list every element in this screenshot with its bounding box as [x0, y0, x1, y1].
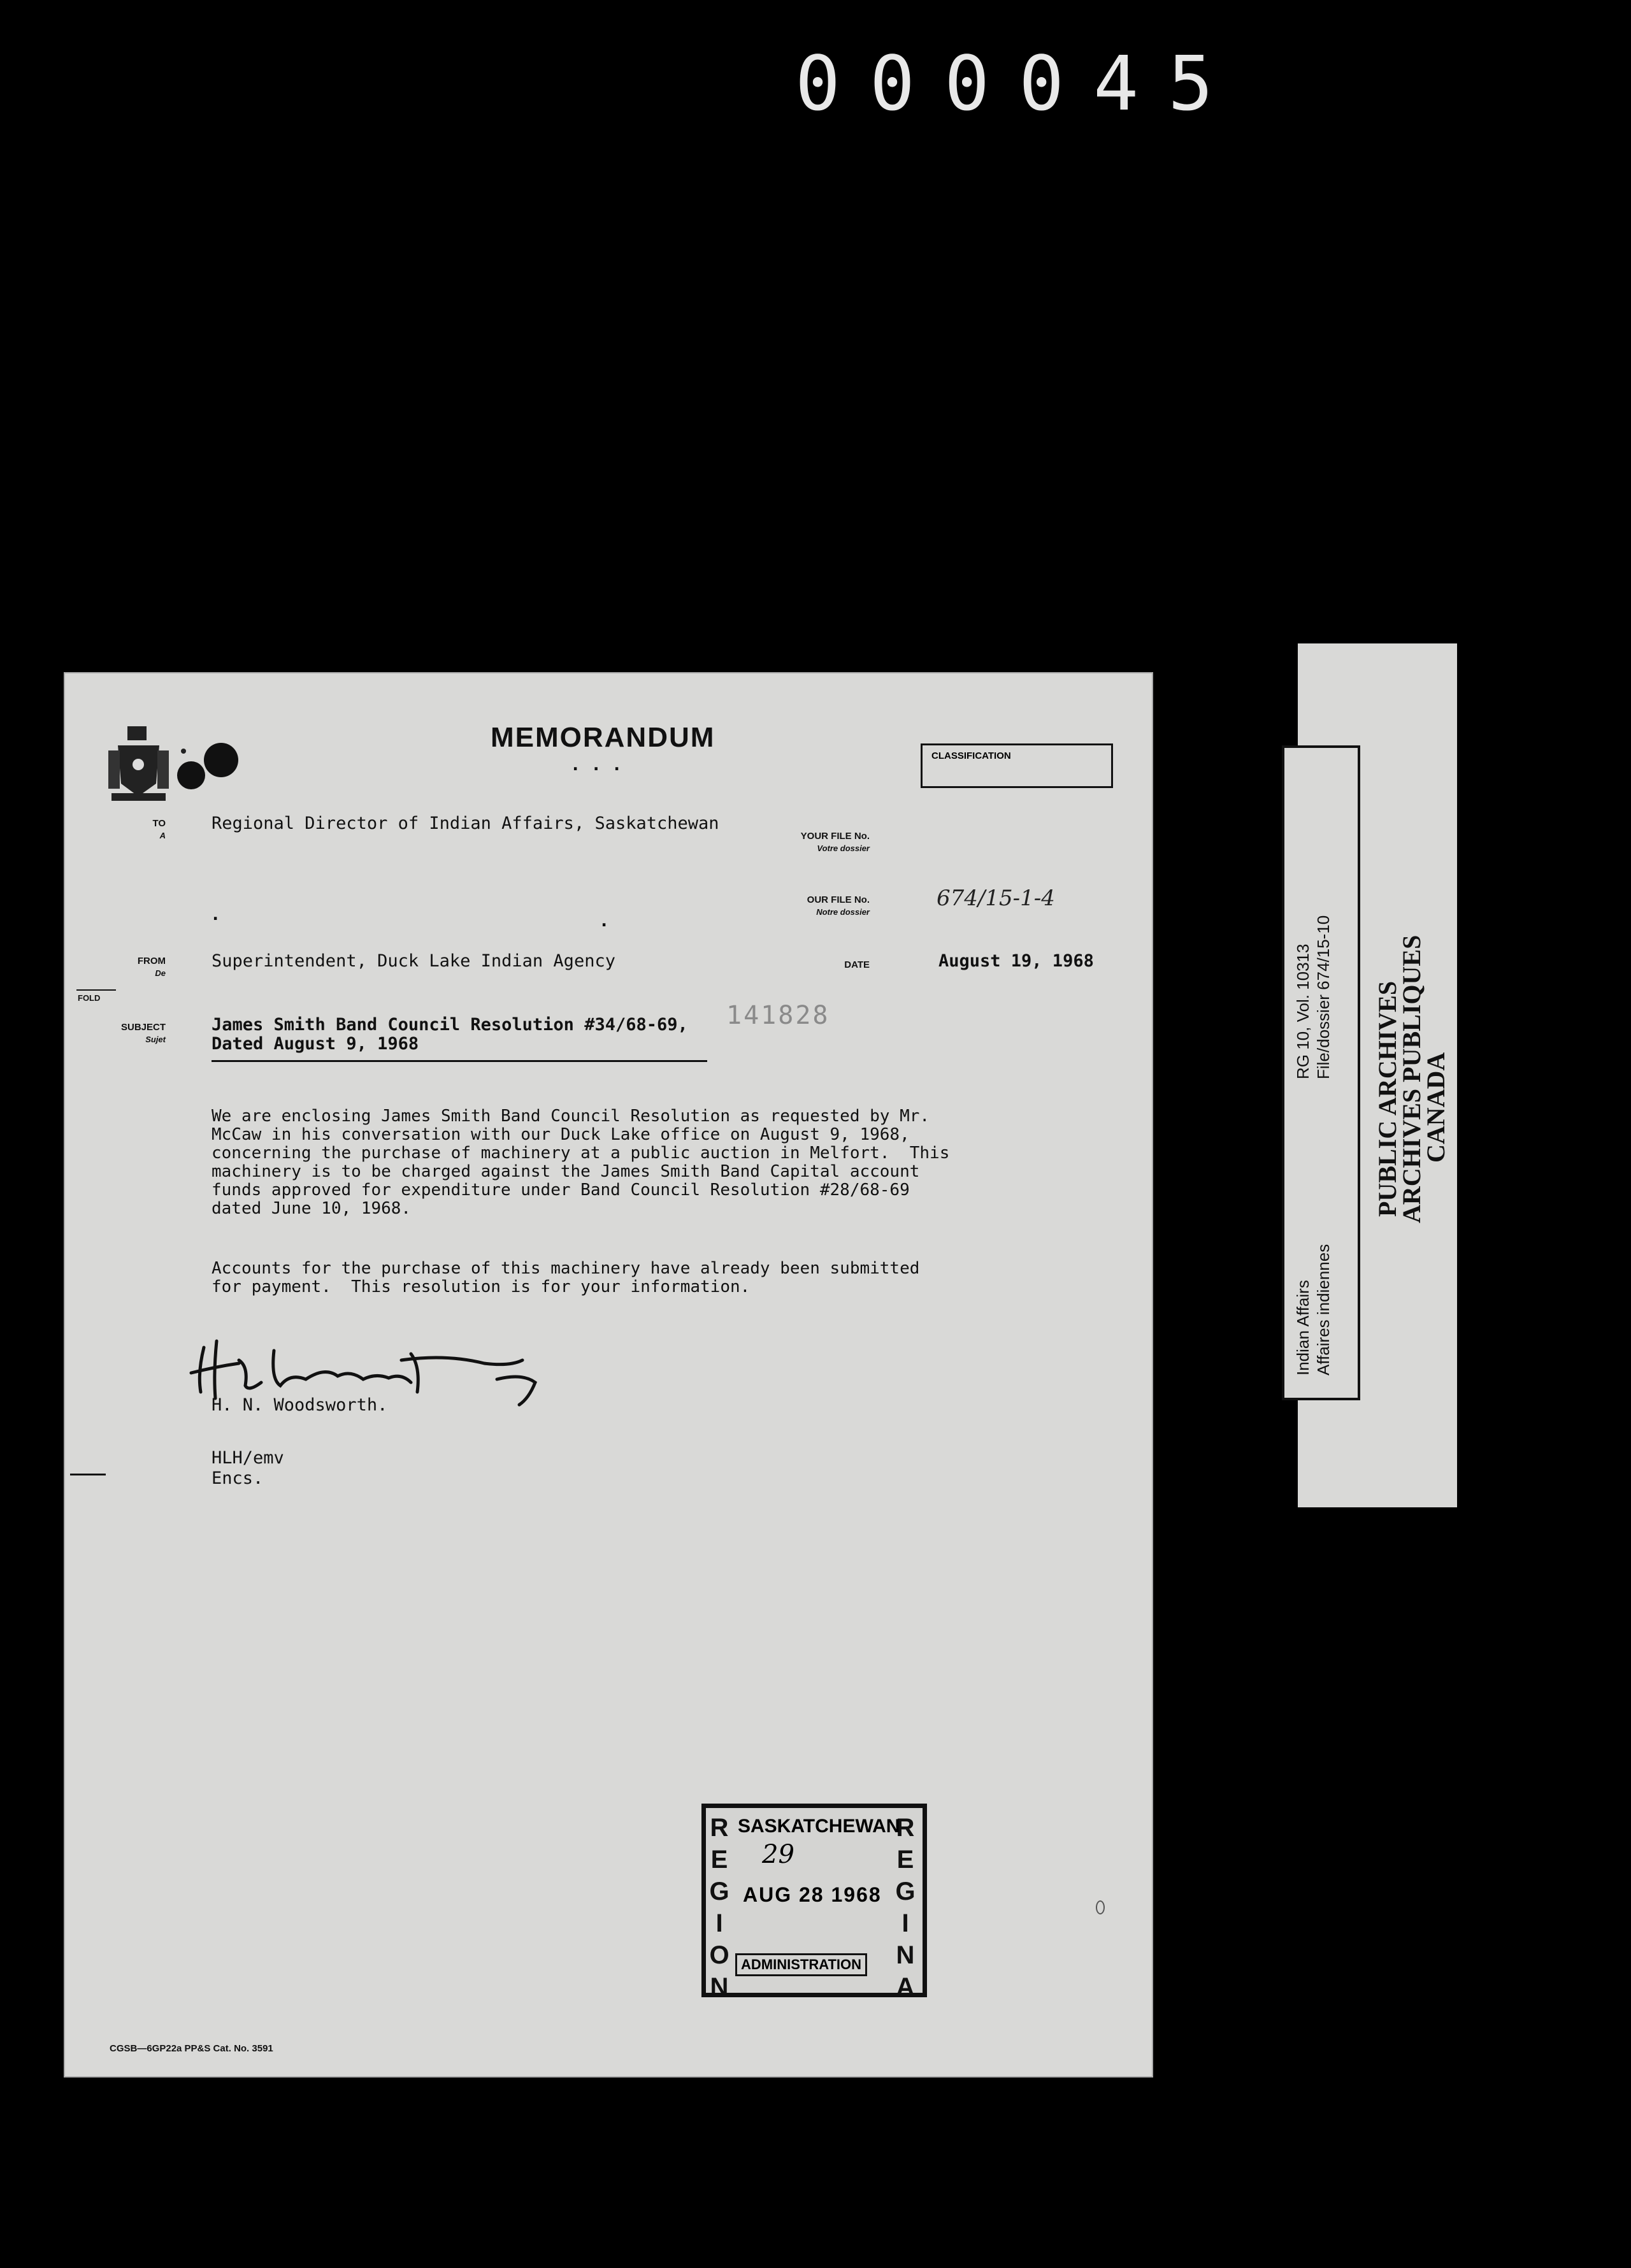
ink-blot-icon — [175, 742, 248, 793]
stray-mark — [1096, 1900, 1105, 1914]
subject-line-1: James Smith Band Council Resolution #34/68-69, — [212, 1015, 688, 1035]
archives-country: CANADA — [1421, 1052, 1450, 1163]
enclosures-note: Encs. — [212, 1468, 264, 1488]
form-code: CGSB—6GP22a PP&S Cat. No. 3591 — [110, 2043, 273, 2054]
stamp-footer: ADMINISTRATION — [735, 1953, 867, 1976]
archive-reference-1: RG 10, Vol. 10313 — [1293, 944, 1312, 1079]
stamp-handwritten-day: 29 — [762, 1840, 794, 1869]
department-fr: Affaires indiennes — [1314, 1244, 1333, 1375]
archive-card-label-panel — [1282, 745, 1360, 1400]
stamp-right-letters: R E G I N A — [895, 1814, 916, 2001]
our-file-value: 674/15-1-4 — [937, 886, 1055, 911]
to-value: Regional Director of Indian Affairs, Saskatchewan — [212, 814, 719, 833]
registry-number-stamp: 141828 — [726, 1001, 830, 1030]
archive-card — [1293, 643, 1457, 1507]
fold-line — [76, 989, 116, 991]
fold-label: FOLD — [78, 993, 101, 1003]
memo-heading: MEMORANDUM — [491, 722, 715, 753]
stray-mark: . — [210, 905, 221, 924]
date-label: DATE — [844, 959, 870, 970]
from-label: FROM De — [137, 956, 166, 978]
classification-box — [921, 743, 1113, 788]
memo-page — [64, 672, 1153, 2078]
your-file-label: YOUR FILE No. Votre dossier — [800, 831, 870, 853]
body-paragraph-1: We are enclosing James Smith Band Council Resolution as requested by Mr. McCaw in his conversation with our Duck Lake office on August 9, 1968, concerning the purchase of machinery at a public auction in Melfort. This machinery is to be charged against the James Smith Band Capital account funds approved for expenditure under Band Council Resolution #28/68-69 dated June 10, 1968. — [212, 1107, 950, 1218]
archives-en: PUBLIC ARCHIVES — [1373, 980, 1402, 1217]
signatory-name: H. N. Woodsworth. — [212, 1395, 388, 1415]
margin-mark — [70, 1474, 106, 1475]
department-en: Indian Affairs — [1293, 1280, 1312, 1375]
stamp-header: SASKATCHEWAN — [738, 1816, 900, 1837]
stray-mark: . — [599, 911, 610, 931]
subject-line-2: Dated August 9, 1968 — [212, 1034, 419, 1054]
body-paragraph-2: Accounts for the purchase of this machinery have already been submitted for payment. This resolution is for your information. — [212, 1259, 920, 1296]
subject-label: SUBJECT Sujet — [120, 1022, 166, 1044]
frame-number: 000045 — [795, 39, 1243, 127]
received-stamp — [701, 1804, 927, 2001]
stamp-left-letters: R E G I O N — [709, 1814, 729, 2001]
to-label: TO A — [152, 818, 166, 840]
classification-label: CLASSIFICATION — [931, 750, 1011, 761]
from-value: Superintendent, Duck Lake Indian Agency — [212, 951, 615, 971]
archives-fr: ARCHIVES PUBLIQUES — [1397, 935, 1426, 1223]
stamp-date: AUG 28 1968 — [743, 1883, 882, 1906]
date-value: August 19, 1968 — [938, 951, 1094, 971]
coat-of-arms-icon — [105, 720, 172, 815]
subject-underline — [212, 1060, 707, 1062]
archive-reference-2: File/dossier 674/15-10 — [1314, 915, 1333, 1079]
heading-dots: . . . — [570, 755, 622, 775]
our-file-label: OUR FILE No. Notre dossier — [807, 894, 870, 917]
typist-initials: HLH/emv — [212, 1448, 284, 1468]
